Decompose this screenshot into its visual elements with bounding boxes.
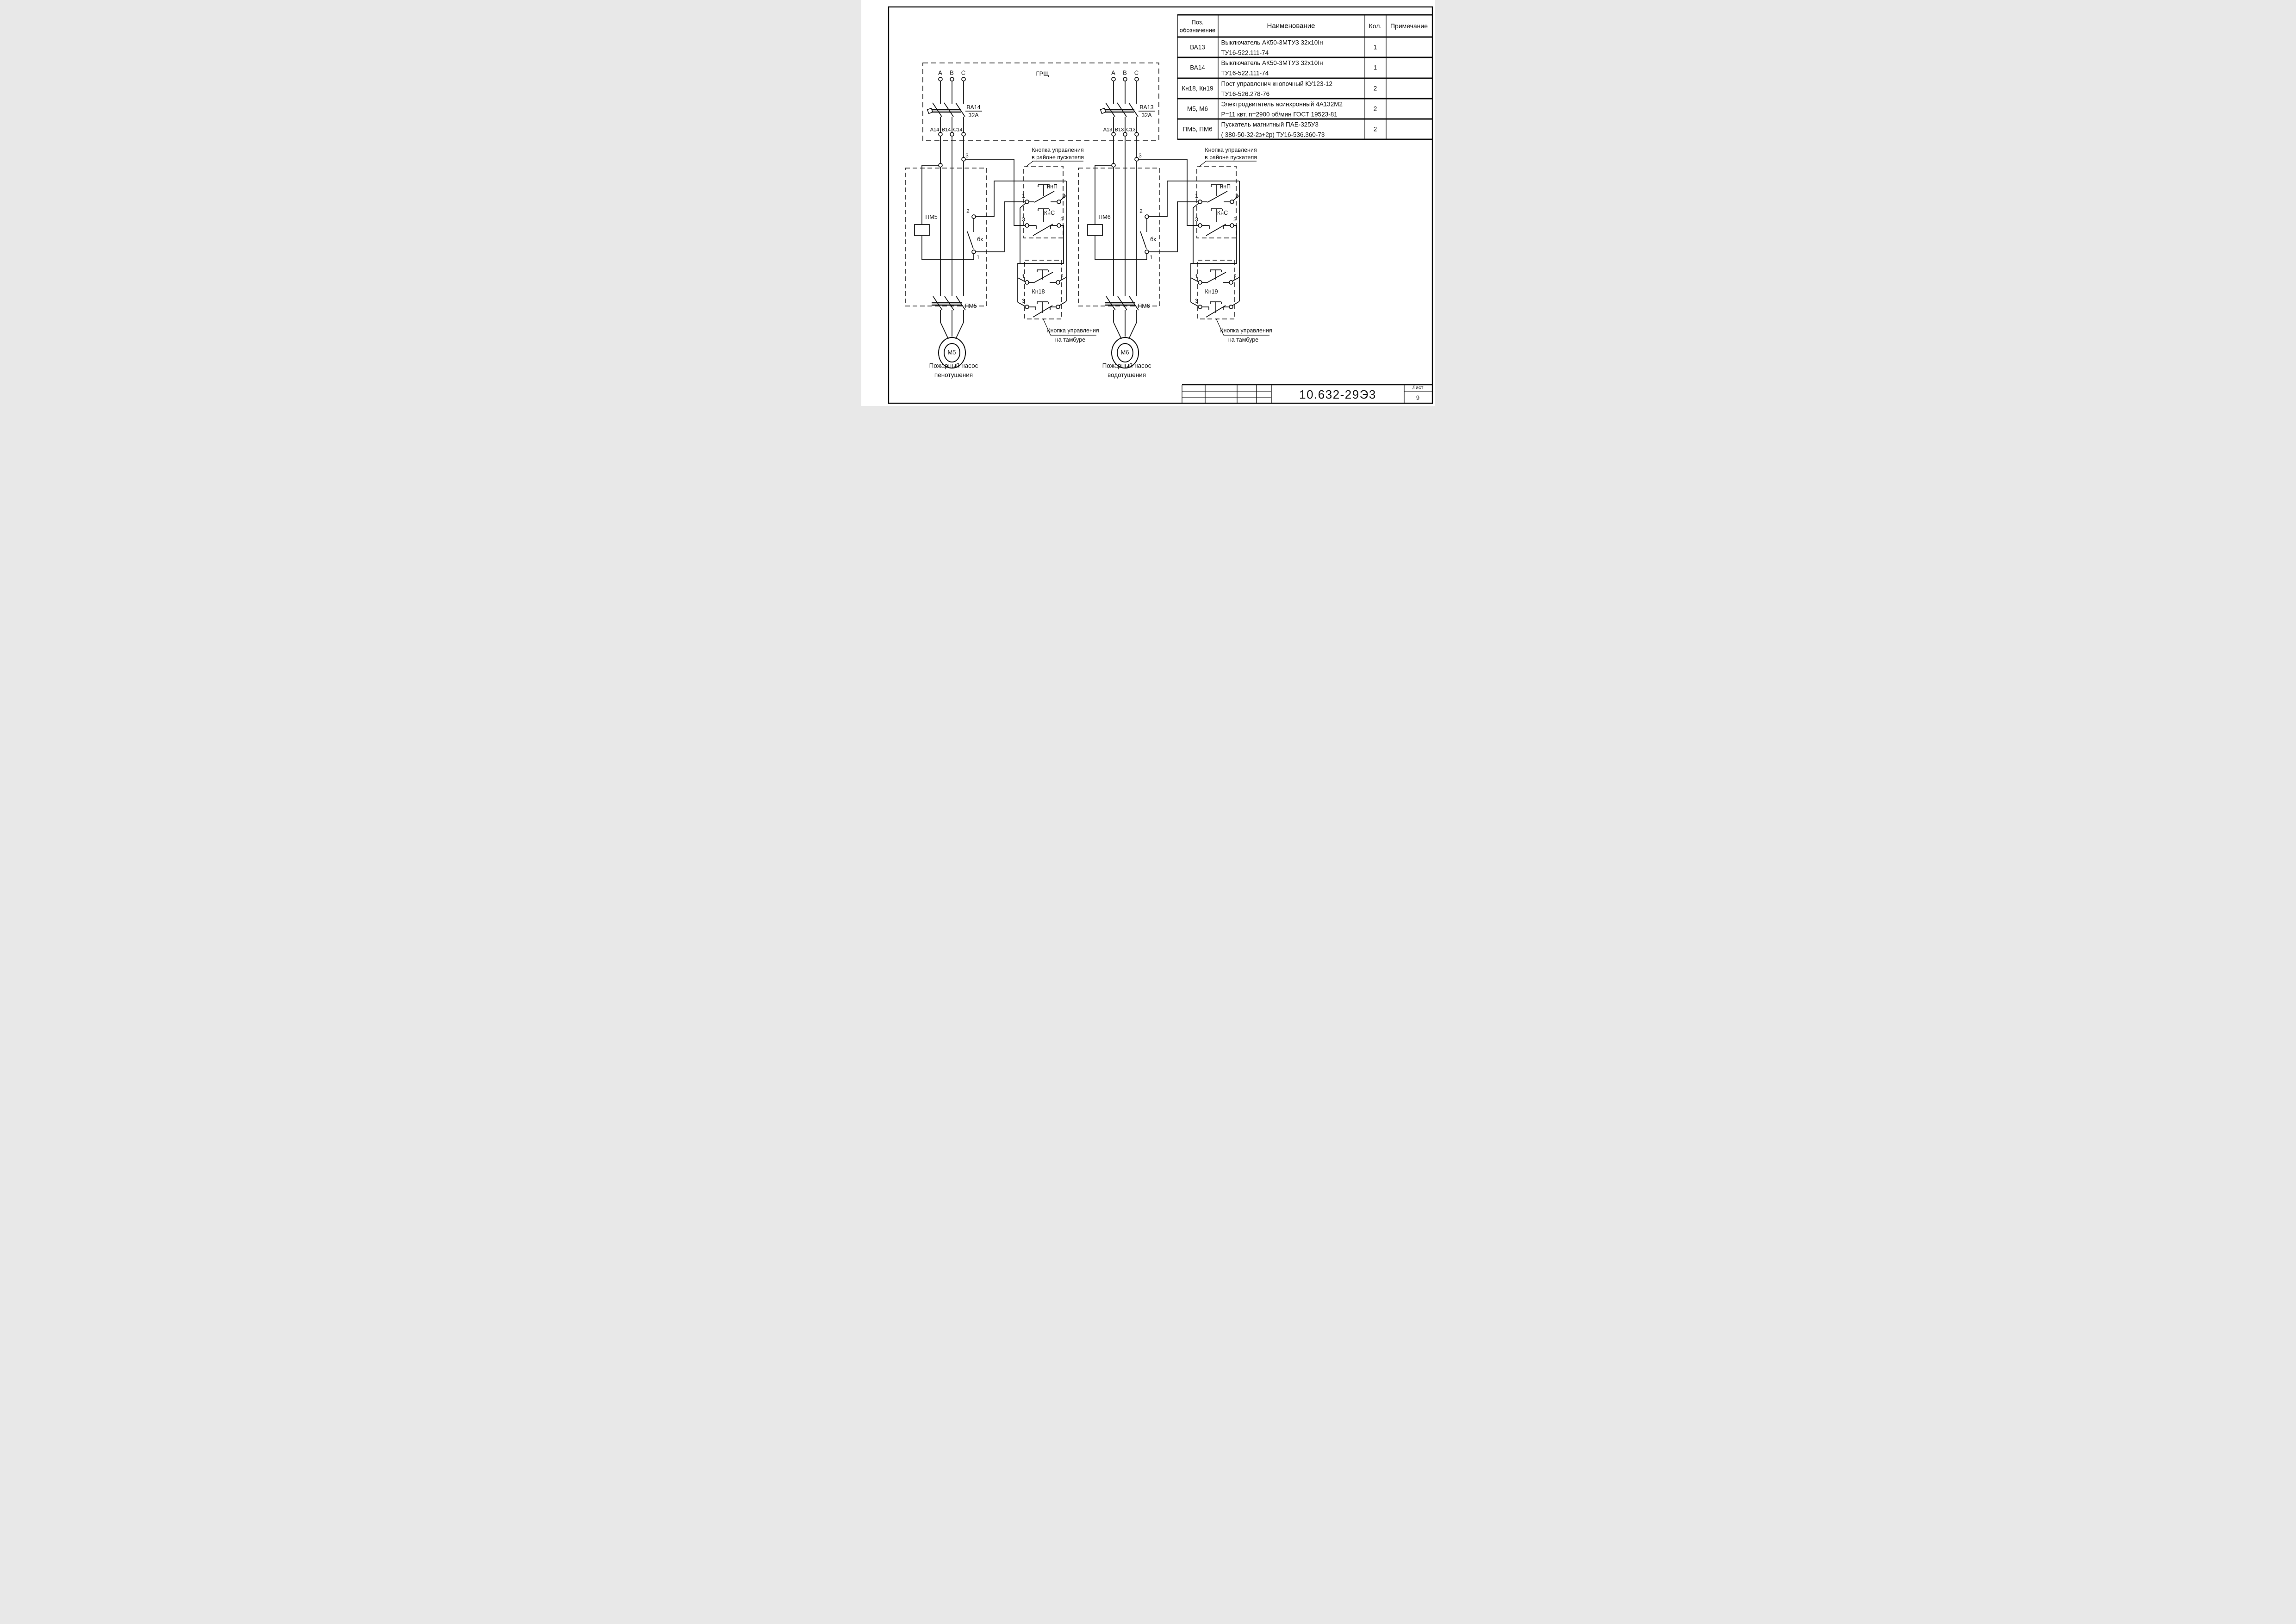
wire-label-c: С14 (953, 127, 963, 133)
table-header-qty: Кол. (1369, 22, 1382, 30)
table-row-name2: Р=11 квт, n=2900 об/мин ГОСТ 19523-81 (1221, 111, 1338, 118)
phase-a-label: А (1111, 69, 1115, 76)
wire3-label: 3 (1139, 152, 1142, 159)
table-row-name2: ТУ16-522.111-74 (1221, 69, 1269, 77)
tambour-label-2: на тамбуре (1055, 336, 1086, 343)
table-row-qty: 1 (1373, 64, 1377, 71)
start-button-label: КнП (1046, 183, 1058, 190)
breaker-rating: 32А (1141, 112, 1152, 119)
rb-1-label: 1 (1195, 273, 1198, 280)
motor-label: М5 (947, 349, 956, 356)
sheet-word: Лист (1412, 385, 1424, 391)
pump-caption-1: Пожарный насос (929, 362, 978, 369)
wire3-label: 3 (965, 152, 969, 159)
breaker-name: ВА14 (966, 104, 981, 111)
phase-c-label: С (1134, 69, 1139, 76)
table-row-name2: ТУ16-522.111-74 (1221, 49, 1269, 56)
table-header-note: Примечание (1390, 22, 1428, 30)
aux-label: бк (1150, 236, 1156, 243)
aux-bottom-label: 1 (977, 254, 980, 261)
breaker-rating: 32А (968, 112, 979, 119)
start-button-label: КнП (1220, 183, 1231, 190)
aux-top-label: 2 (966, 208, 970, 214)
schematic-drawing (861, 0, 1435, 406)
wire-label-a: А13 (1103, 127, 1113, 133)
table-header-name: Наименование (1267, 22, 1315, 30)
breaker-name: ВА13 (1139, 104, 1154, 111)
kns-3r-label: 3 (1060, 216, 1064, 223)
phase-a-label: А (938, 69, 942, 76)
phase-c-label: С (961, 69, 966, 76)
kns-3l-label: 3 (1195, 216, 1198, 223)
remote-button-label: Кн19 (1205, 288, 1218, 295)
table-row-pos: М5, М6 (1187, 105, 1208, 112)
motor-label: М6 (1120, 349, 1129, 356)
wire-label-c: С13 (1126, 127, 1136, 133)
phase-b-label: В (1123, 69, 1127, 76)
wire-label-a: А14 (930, 127, 940, 133)
table-row-name1: Электродвигатель асинхронный 4А132М2 (1221, 100, 1343, 108)
local-box-label-2: в районе пускателя (1031, 154, 1084, 161)
aux-bottom-label: 1 (1150, 254, 1153, 261)
document-number: 10.632-29Э3 (1299, 387, 1376, 401)
coil-label: ПМ6 (1098, 213, 1111, 220)
table-row-qty: 1 (1373, 44, 1377, 51)
remote-button-label: Кн18 (1032, 288, 1045, 295)
drawing-sheet (861, 0, 1435, 406)
table-row-pos: Кн18, Кн19 (1182, 85, 1213, 92)
circuit-left (905, 77, 1096, 368)
kns-3l-label: 3 (1022, 216, 1025, 223)
table-row-pos: ВА14 (1190, 64, 1205, 71)
table-header-pos-2: обозначение (1179, 26, 1216, 34)
local-box-label-1: Кнопка управления (1032, 146, 1084, 153)
table-row-pos: ПМ5, ПМ6 (1182, 125, 1213, 133)
table-row-name2: ( 380-50-32-2з+2р) ТУ16-536.360-73 (1221, 131, 1325, 138)
knp-1-label: 1 (1195, 193, 1198, 199)
local-box-label-1: Кнопка управления (1205, 146, 1257, 153)
table-row-name1: Пост управленич кнопочный КУ123-12 (1221, 80, 1333, 87)
table-row-name2: ТУ16-526.278-76 (1221, 90, 1270, 98)
table-row-name1: Выключатель АК50-3МТУЗ 32х10Iн (1221, 59, 1323, 67)
main-contacts-label: ПМ5 (964, 302, 977, 309)
table-row-qty: 2 (1373, 125, 1377, 133)
phase-b-label: В (950, 69, 954, 76)
rb-1-label: 1 (1022, 273, 1025, 280)
tambour-label-1: Кнопка управления (1047, 327, 1099, 334)
local-box-label-2: в районе пускателя (1204, 154, 1257, 161)
kns-3r-label: 3 (1233, 216, 1237, 223)
sheet-frame (889, 7, 1432, 403)
table-row-name1: Выключатель АК50-3МТУЗ 32х10Iн (1221, 39, 1323, 46)
table-row-qty: 2 (1373, 105, 1377, 112)
rb-2-label: 2 (1233, 273, 1237, 280)
rb-3-label: 3 (1195, 298, 1198, 304)
table-row-name1: Пускатель магнитный ПАЕ-325У3 (1221, 121, 1319, 128)
rb-2-label: 2 (1060, 273, 1064, 280)
knp-1-label: 1 (1022, 193, 1025, 199)
table-header-pos-1: Поз. (1191, 19, 1204, 26)
pump-caption-2: водотушения (1107, 371, 1146, 379)
knp-2-label: 2 (1062, 193, 1065, 199)
stop-button-label: КнС (1044, 209, 1055, 216)
main-contacts-label: ПМ6 (1138, 302, 1150, 309)
coil-label: ПМ5 (925, 213, 938, 220)
knp-2-label: 2 (1235, 193, 1238, 199)
stop-button-label: КнС (1217, 209, 1228, 216)
pump-caption-1: Пожарный насос (1102, 362, 1151, 369)
tambour-label-2: на тамбуре (1228, 336, 1259, 343)
tambour-label-1: Кнопка управления (1220, 327, 1272, 334)
aux-top-label: 2 (1139, 208, 1143, 214)
rb-3-label: 3 (1022, 298, 1025, 304)
table-row-qty: 2 (1373, 85, 1377, 92)
table-row-pos: ВА13 (1190, 44, 1205, 51)
wire-label-b: В13 (1114, 127, 1124, 133)
sheet-number: 9 (1416, 394, 1420, 401)
switchboard-label: ГРЩ (1036, 70, 1049, 77)
aux-label: бк (977, 236, 983, 243)
wire-label-b: В14 (941, 127, 951, 133)
pump-caption-2: пенотушения (934, 371, 973, 379)
